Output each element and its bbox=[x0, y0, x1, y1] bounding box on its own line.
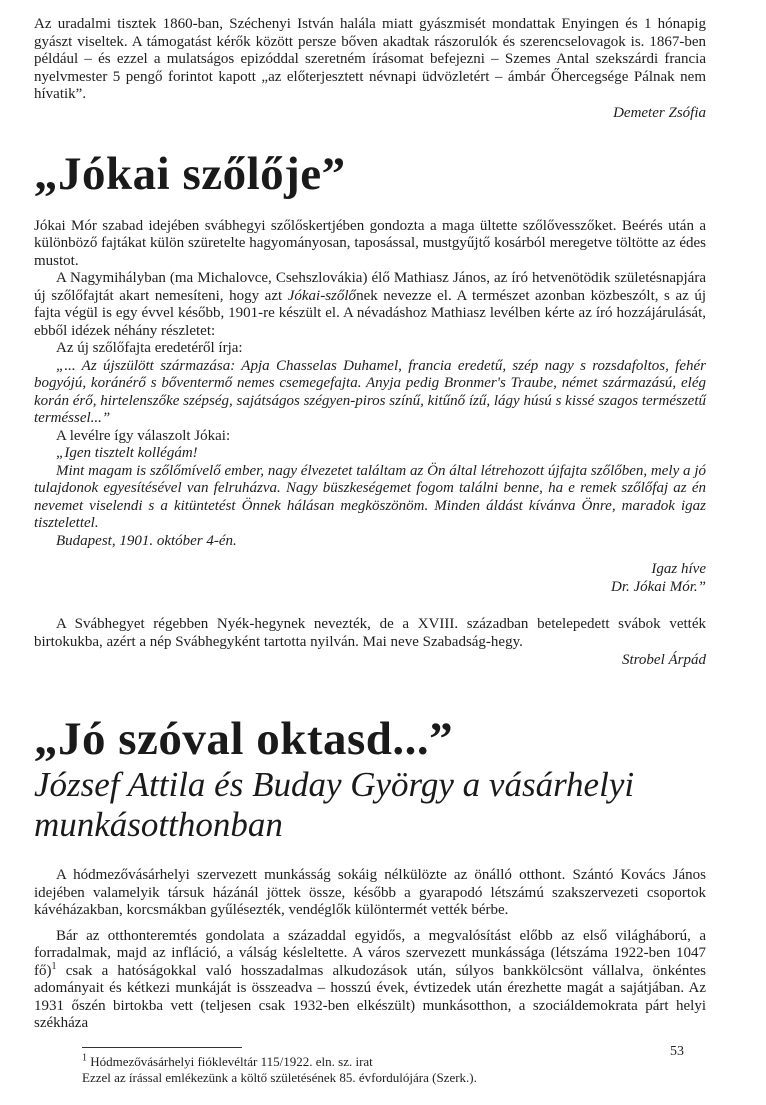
article1-paragraph-1: Jókai Mór szabad idejében svábhegyi szőlőskertjében gondozta a maga ültette szőlővesszőket. Beérés után a különböző fajtákat külön szüretelte hagyományosan, taposással, mustgyűjtő kosárból meregetve töltötte az édes mustot. bbox=[34, 217, 706, 269]
intro-paragraph: Az uradalmi tisztek 1860-ban, Széchenyi István halála miatt gyászmisét mondattak Enyingen és 1 hónapig gyászt viseltek. A támogatást kérők között persze bőven akadtak rászorulók és szerencselovagok is. 1867-ben például – és ezzel a mulatságos epizóddal szeretném írásomat befejezni – Szemes Antal szekszárdi francia nyelvmester 5 pengő forintot kapott „az előterjesztett névnapi üdvözletért – ámbár Őhercegsége Pálnak nem hívatik”. bbox=[34, 16, 706, 102]
article1-paragraph-4: A levélre így válaszolt Jókai: bbox=[56, 427, 231, 444]
article2-title: „Jó szóval oktasd...” bbox=[34, 713, 454, 765]
letter-signature: Dr. Jókai Mór.” bbox=[610, 579, 706, 595]
article2-paragraph-2: Bár az otthonteremtés gondolata a századdal egyidős, a megvalósítást előbb az első világháború, a forradalmak, majd az infláció, a válság késleltette. A város szervezett munkássága (létszáma 1922-ben 1047 fő)$^1$ csak a hatóságokkal való hosszadalmas alkudozások után, súlyos bankkölcsönt vállalva, önkéntes adományait és kétkezi munkáját is összeadva – hosszú évek, évtizedek után érezhette magát a sajátjában. Az 1931 őszén birtokba vett (teljesen csak 1932-ben elkészült) munkásotthon, a szociáldemokrata párt helyi székháza bbox=[34, 927, 706, 1031]
letter-body: Mint magam is szőlőmívelő ember, nagy élvezetet találtam az Ön által létrehozott újfajta szőlőben, mely a jó tulajdonok egyesítésével van felruházva. Nagy büszkeségemet fogom találni benne, ha e remek szőlőfaj az én nevemet viselendi s a kitüntetést Önnek hálásan megköszönöm. Minden áldást kívánva Önre, maradok igaz tisztelettel. bbox=[34, 462, 706, 531]
footnote-divider bbox=[82, 1047, 242, 1048]
intro-author: Demeter Zsófia bbox=[613, 104, 706, 121]
page-content bbox=[34, 16, 706, 1086]
article2-paragraph-1: A hódmezővásárhelyi szervezett munkásság sokáig nélkülözte az önálló otthont. Szántó Kovács János idejében valamelyik társuk házánál jöttek össze, később a gyarapodó létszámú szakszervezeti csoportok kávéházakban, korcsmákban gyűlésezték, vendéglők különtermét vették bérbe. bbox=[34, 867, 706, 918]
editor-note: Ezzel az írással emlékezünk a költő születésének 85. évfordulójára (Szerk.). bbox=[82, 1069, 477, 1085]
page-number: 53 bbox=[670, 1044, 684, 1059]
footnote-1: $^1$ Hódmezővásárhelyi fióklevéltár 115/1922. eln. sz. irat bbox=[82, 1052, 373, 1069]
article1-paragraph-2: A Nagymihályban (ma Michalovce, Csehszlovákia) élő Mathiasz János, az író hetvenötödik születésnapjára új szőlőfajtát akart nemesíteni, hogy azt Jókai-szőlőnek nevezze el. A természet azonban közbeszólt, s az új fajta végül is egy évvel később, 1901-re készült el. A névadáshoz Mathiasz levélben kérte az író hozzájárulását, ebből idézek néhány részletet: bbox=[34, 270, 706, 339]
letter-closing: Igaz híve bbox=[651, 561, 706, 577]
article1-title: „Jókai szőlője” bbox=[34, 147, 346, 200]
article2-subtitle: József Attila és Buday György a vásárhelyi munkásotthonban bbox=[34, 765, 635, 844]
letter-salutation: „Igen tisztelt kollégám! bbox=[56, 445, 198, 461]
letter-place-date: Budapest, 1901. október 4-én. bbox=[56, 532, 237, 549]
article1-quote: „... Az újszülött származása: Apja Chasselas Duhamel, francia eredetű, szép nagy s rozsdafoltos, fehér bogyójú, koránérő s bőventermő nemes csemegefajta. Anyja pedig Bronmer's Traube, német származású, elég korán érő, hirtelenszőke szépség, sajátságos szégyen-piros színű, kitűnő ízű, lágy húsú s kissé szagos természetű terméssel...” bbox=[34, 357, 706, 426]
article1-author: Strobel Árpád bbox=[621, 652, 706, 668]
article1-paragraph-5: A Svábhegyet régebben Nyék-hegynek nevezték, de a XVIII. században betelepedett svábok vették birtokukba, azért a nép Svábhegyként tartotta nyilván. Mai neve Szabadság-hegy. bbox=[34, 616, 706, 650]
article1-paragraph-3: Az új szőlőfajta eredetéről írja: bbox=[56, 340, 243, 356]
